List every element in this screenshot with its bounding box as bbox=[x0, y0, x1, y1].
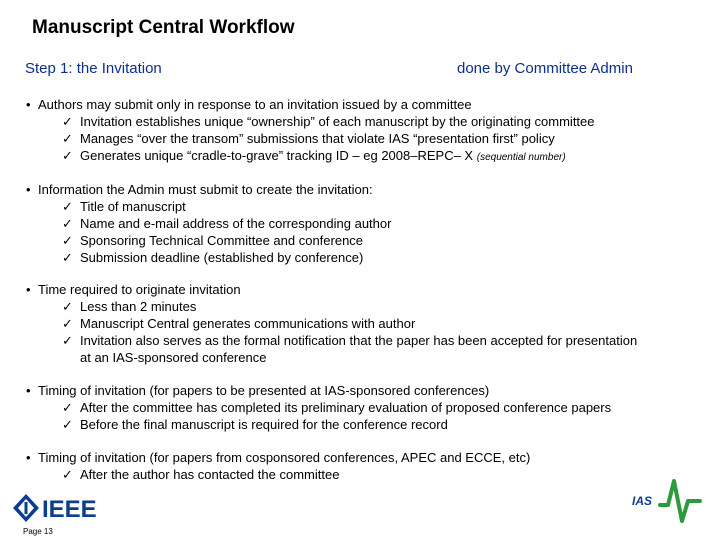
list-item: Name and e-mail address of the corresponding author bbox=[80, 216, 392, 231]
check-icon: ✓ bbox=[62, 131, 73, 146]
page-title: Manuscript Central Workflow bbox=[32, 17, 295, 38]
ias-logo-text: IAS bbox=[632, 494, 653, 508]
check-icon: ✓ bbox=[62, 114, 73, 129]
bullet-icon: • bbox=[26, 97, 31, 112]
list-item-note: (sequential number) bbox=[476, 152, 566, 163]
check-icon: ✓ bbox=[62, 417, 73, 432]
bullet-icon: • bbox=[26, 450, 31, 465]
ieee-logo bbox=[12, 493, 112, 523]
list-item: Invitation also serves as the formal notification that the paper has been accepted for presentation at an IAS-sponsored conference bbox=[80, 333, 638, 365]
bullet-icon: • bbox=[26, 182, 31, 197]
check-icon: ✓ bbox=[62, 148, 73, 163]
ieee-logo-text: IEEE bbox=[42, 496, 97, 523]
list-item: Title of manuscript bbox=[80, 199, 186, 214]
check-icon: ✓ bbox=[62, 316, 73, 331]
section-authors bbox=[26, 96, 595, 166]
page-number: Page 13 bbox=[23, 527, 53, 536]
section-heading: Timing of invitation (for papers from cosponsored conferences, APEC and ECCE, etc) bbox=[38, 450, 531, 465]
check-icon: ✓ bbox=[62, 467, 73, 482]
list-item: Submission deadline (established by conference) bbox=[80, 250, 364, 265]
list-item: Invitation establishes unique “ownership” of each manuscript by the originating committee bbox=[80, 114, 595, 129]
ieee-diamond-icon bbox=[13, 494, 39, 522]
list-item: After the author has contacted the committee bbox=[80, 467, 340, 482]
check-icon: ✓ bbox=[62, 216, 73, 231]
section-heading: Information the Admin must submit to create the invitation: bbox=[38, 182, 373, 197]
bullet-icon: • bbox=[26, 383, 31, 398]
section-timing-ias bbox=[26, 382, 611, 433]
list-item: Generates unique “cradle-to-grave” tracking ID – eg 2008–REPC– X bbox=[80, 148, 474, 163]
list-item: After the committee has completed its preliminary evaluation of proposed conference papers bbox=[80, 400, 612, 415]
section-information bbox=[26, 181, 391, 266]
check-icon: ✓ bbox=[62, 400, 73, 415]
list-item: Manuscript Central generates communications with author bbox=[80, 316, 416, 331]
check-icon: ✓ bbox=[62, 333, 73, 348]
section-heading: Authors may submit only in response to an invitation issued by a committee bbox=[38, 97, 472, 112]
step-label: Step 1: the Invitation bbox=[25, 60, 162, 77]
check-icon: ✓ bbox=[62, 199, 73, 214]
list-item: Sponsoring Technical Committee and conference bbox=[80, 233, 364, 248]
list-item: Before the final manuscript is required for the conference record bbox=[80, 417, 448, 432]
check-icon: ✓ bbox=[62, 250, 73, 265]
section-time-required bbox=[26, 281, 662, 366]
list-item: Manages “over the transom” submissions that violate IAS “presentation first” policy bbox=[80, 131, 555, 146]
ias-wave-icon bbox=[660, 481, 700, 521]
section-heading: Timing of invitation (for papers to be presented at IAS-sponsored conferences) bbox=[38, 383, 490, 398]
ias-logo bbox=[630, 475, 705, 525]
list-item: Less than 2 minutes bbox=[80, 299, 197, 314]
check-icon: ✓ bbox=[62, 299, 73, 314]
check-icon: ✓ bbox=[62, 233, 73, 248]
bullet-icon: • bbox=[26, 282, 31, 297]
section-timing-cosponsored bbox=[26, 449, 530, 483]
done-by-label: done by Committee Admin bbox=[457, 60, 633, 77]
section-heading: Time required to originate invitation bbox=[38, 282, 241, 297]
